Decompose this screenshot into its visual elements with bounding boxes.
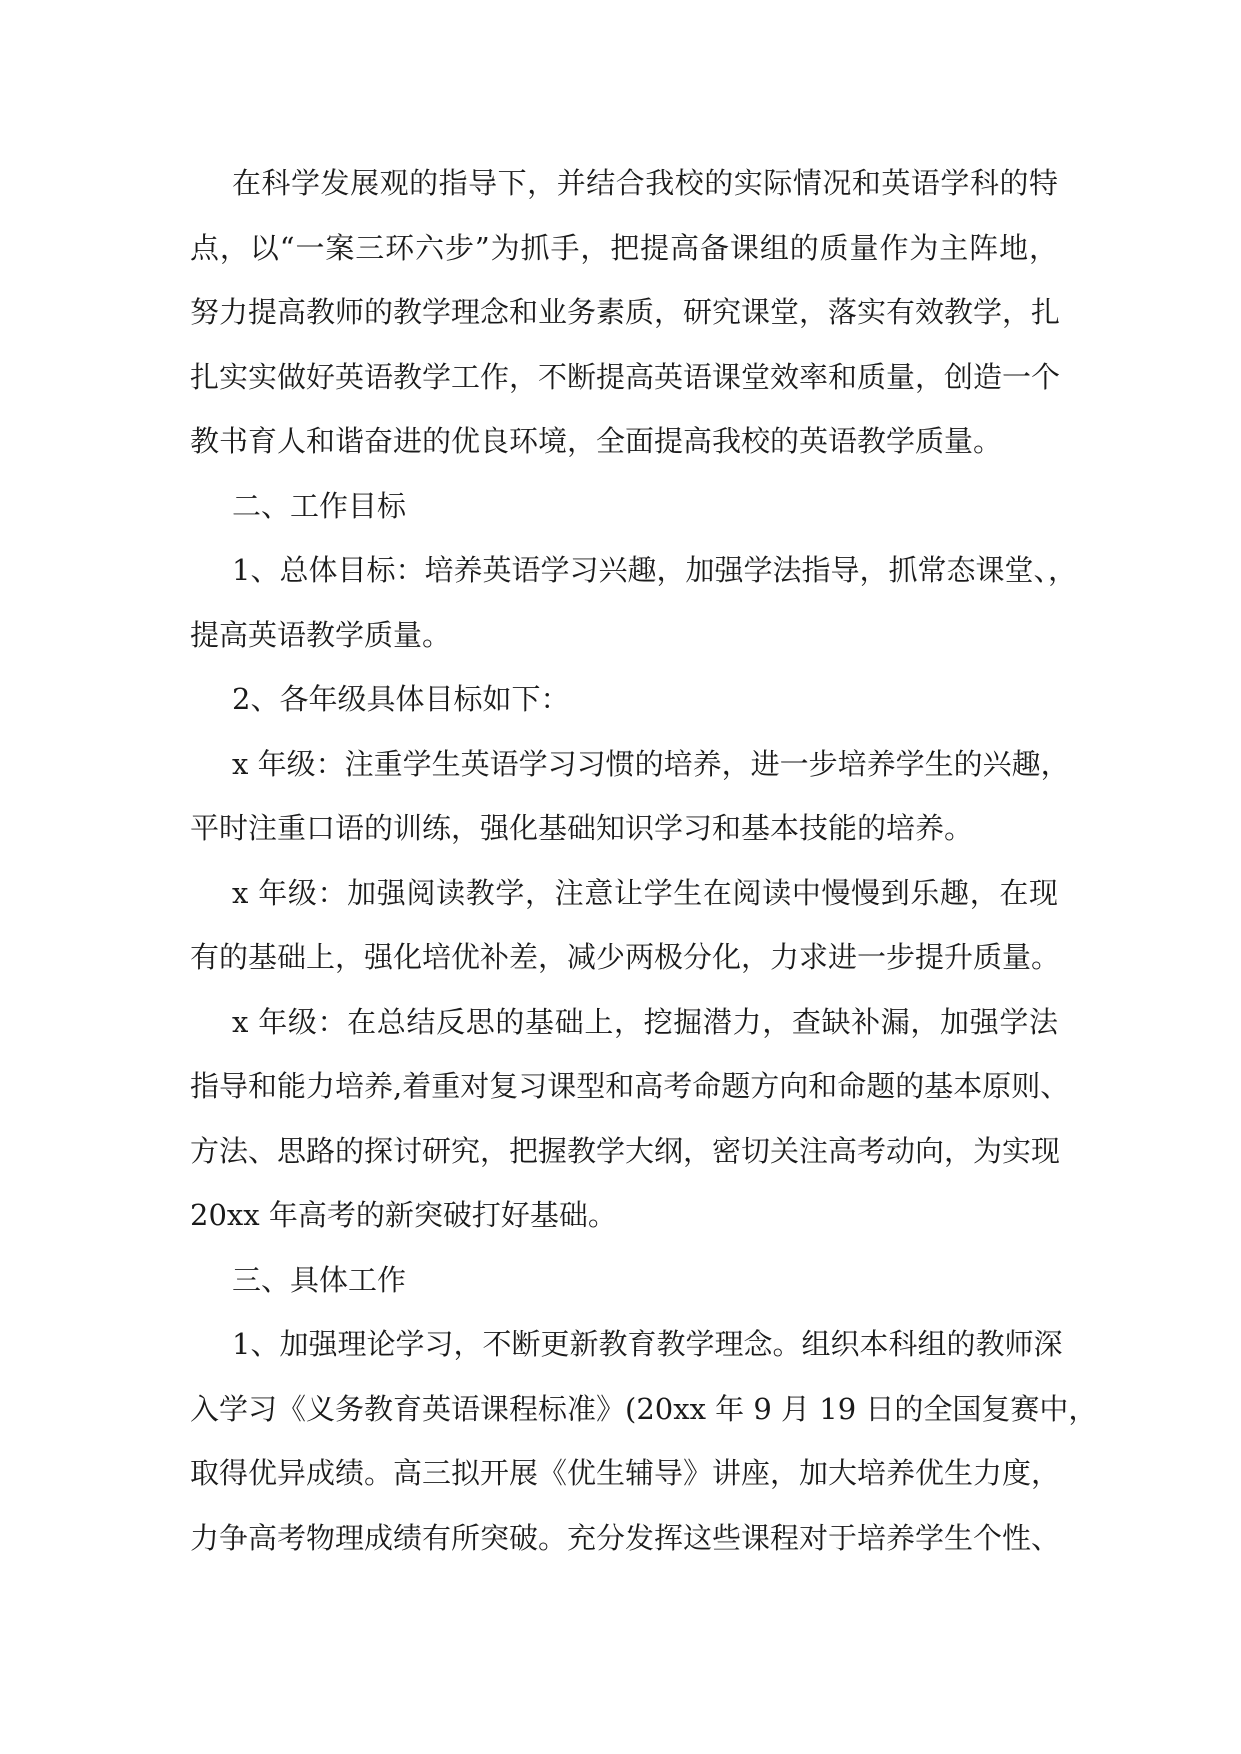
text-line: 取得优异成绩。高三拟开展《优生辅导》讲座，加大培养优生力度， xyxy=(190,1456,1061,1490)
text-line: 入学习《义务教育英语课程标准》(20xx 年 9 月 19 日的全国复赛中， xyxy=(190,1391,1098,1426)
text-line: 1、总体目标：培养英语学习兴趣，加强学法指导，抓常态课堂、， xyxy=(232,553,1077,587)
text-line: x 年级：加强阅读教学，注意让学生在阅读中慢慢到乐趣，在现 xyxy=(232,875,1058,910)
text-line: 指导和能力培养,着重对复习课型和高考命题方向和命题的基本原则、 xyxy=(190,1069,1070,1103)
text-line: 扎实实做好英语教学工作，不断提高英语课堂效率和质量，创造一个 xyxy=(190,359,1061,394)
text-line: 点，以“一案三环六步”为抓手，把提高备课组的质量作为主阵地， xyxy=(190,230,1058,265)
text-line: 在科学发展观的指导下，并结合我校的实际情况和英语学科的特 xyxy=(232,166,1058,200)
text-line: x 年级：在总结反思的基础上，挖掘潜力，查缺补漏，加强学法 xyxy=(232,1004,1058,1039)
text-line: 教书育人和谐奋进的优良环境，全面提高我校的英语教学质量。 xyxy=(190,424,1003,458)
text-line: 力争高考物理成绩有所突破。充分发挥这些课程对于培养学生个性、 xyxy=(190,1520,1061,1555)
text-line: 三、具体工作 xyxy=(232,1262,407,1297)
text-line: 有的基础上，强化培优补差，减少两极分化，力求进一步提升质量。 xyxy=(190,940,1061,974)
text-line: 平时注重口语的训练，强化基础知识学习和基本技能的培养。 xyxy=(190,811,974,845)
text-line: 20xx 年高考的新突破打好基础。 xyxy=(190,1198,617,1232)
text-line: 方法、思路的探讨研究，把握教学大纲，密切关注高考动向，为实现 xyxy=(190,1133,1061,1168)
document-body xyxy=(190,151,1098,1570)
text-line: 1、加强理论学习，不断更新教育教学理念。组织本科组的教师深 xyxy=(232,1327,1063,1361)
text-line: 2、各年级具体目标如下： xyxy=(232,682,570,716)
text-line: 努力提高教师的教学理念和业务素质，研究课堂，落实有效教学，扎 xyxy=(190,295,1061,329)
text-line: x 年级：注重学生英语学习习惯的培养，进一步培养学生的兴趣， xyxy=(232,746,1070,781)
text-line: 二、工作目标 xyxy=(232,488,407,523)
text-line: 提高英语教学质量。 xyxy=(190,617,452,652)
